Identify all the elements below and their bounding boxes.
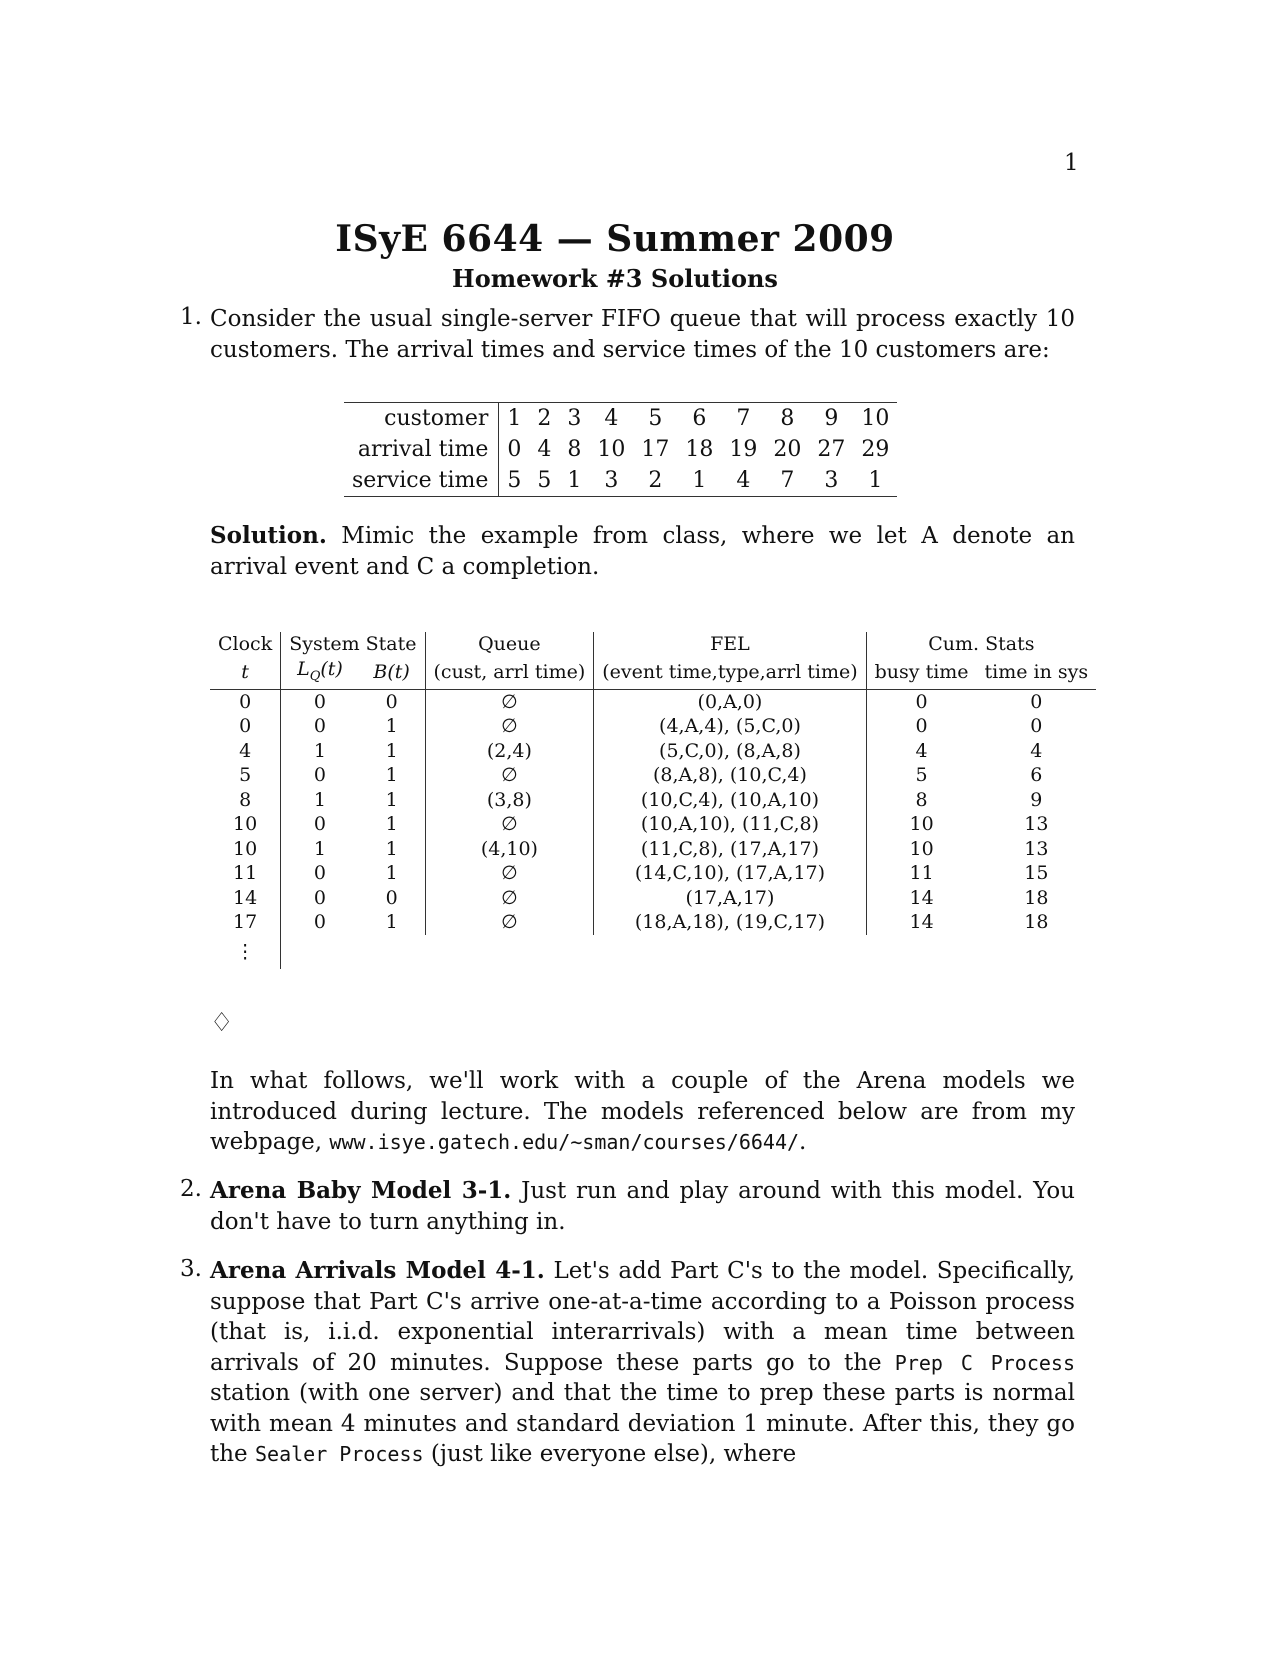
simulation-table-cell: 5	[915, 764, 928, 787]
problem-3-number: 3.	[180, 1256, 202, 1282]
simulation-table-cell: 6	[1030, 764, 1043, 787]
hdr-fel: FEL	[594, 632, 866, 657]
problem-3-text-b: station (with one server) and that the time to prep these parts is normal with mean 4 minutes and standard deviation 1 minute. After this, they go the	[210, 1380, 1075, 1467]
problem-2-text: Just run and play around with this model. You don't have to turn anything in.	[210, 1178, 1075, 1235]
customer-table-cell: 1	[499, 403, 530, 435]
customer-table-cell: 4	[537, 437, 552, 462]
problem-2-number: 2.	[180, 1176, 202, 1202]
simulation-table-cell: (10,C,4), (10,A,10)	[594, 788, 866, 813]
empty-cell	[425, 935, 594, 969]
simulation-table-cell: 0	[1030, 715, 1043, 738]
simulation-table-cell: 11	[909, 862, 934, 885]
simulation-table-cell: ∅	[425, 886, 594, 911]
simulation-table-cell: 18	[1024, 886, 1049, 909]
customer-table-cell: 7	[765, 465, 809, 497]
customer-table-cell: 8	[567, 437, 582, 462]
simulation-table-cell: 0	[313, 813, 326, 836]
customer-table-cell: 7	[721, 403, 765, 435]
simulation-table-cell: 1	[359, 763, 425, 788]
hdr-b-label: B(t)	[373, 661, 410, 684]
simulation-table-cell: ∅	[425, 714, 594, 739]
simulation-table-row	[210, 788, 1096, 813]
customer-table-cell: 10	[853, 403, 897, 435]
simulation-table-cell: 0	[915, 690, 928, 713]
prep-c-process-code: Prep C Process	[894, 1350, 1076, 1375]
simulation-table-cell: 0	[313, 690, 326, 713]
customer-table-cell: 27	[817, 437, 846, 462]
simulation-table-cell: 0	[313, 764, 326, 787]
simulation-table-cell: (4,A,4), (5,C,0)	[594, 714, 866, 739]
simulation-table-cell: 0	[1030, 690, 1043, 713]
simulation-table-cell: 0	[313, 715, 326, 738]
problem-3-text-a: Let's add Part C's to the model. Specifically, suppose that Part C's arrive one-at-a-time according to a Poisson process (that is, i.i.d. exponential interarrivals) with a mean time between arrivals of 20 minutes. Suppose these parts go to the	[210, 1258, 1076, 1376]
simulation-table-cell: 13	[1024, 837, 1049, 860]
simulation-table-cell: 4	[1030, 739, 1043, 762]
customer-table-cell: 2	[633, 465, 677, 497]
simulation-table-row	[210, 812, 1096, 837]
simulation-table-continuation-row	[210, 935, 1096, 969]
customer-table-row	[344, 434, 897, 465]
problem-2-paragraph	[210, 1176, 1075, 1237]
solution-paragraph	[210, 521, 1075, 582]
simulation-table-row	[210, 689, 1096, 714]
simulation-table-cell: 1	[359, 788, 425, 813]
hdr-cum-stats: Cum. Stats	[928, 633, 1035, 655]
hdr-clock: Clock	[210, 632, 281, 657]
simulation-table-row	[210, 910, 1096, 935]
simulation-table-cell: 0	[313, 862, 326, 885]
simulation-table-cell: 13	[1024, 813, 1049, 836]
customer-table-cell: 4	[589, 403, 633, 435]
simulation-table-cell: 1	[359, 812, 425, 837]
customer-table	[344, 402, 897, 497]
simulation-table-cell: 15	[1024, 862, 1049, 885]
intro-period: .	[799, 1129, 807, 1155]
hdr-system-state: System State	[281, 632, 425, 657]
customer-table-cell: 3	[559, 403, 589, 435]
hdr-t	[210, 657, 281, 690]
simulation-table-cell: 10	[909, 813, 934, 836]
solution-label: Solution.	[210, 522, 327, 549]
simulation-table-cell: 0	[313, 886, 326, 909]
intro-text: In what follows, we'll work with a couple of the Arena models we introduced during lecture. The models referenced below are from my webpage,	[210, 1068, 1075, 1155]
page-number: 1	[1064, 150, 1079, 176]
hdr-busy-time: busy time	[866, 657, 976, 690]
simulation-table-cell: (3,8)	[425, 788, 594, 813]
simulation-table-cell: 14	[210, 886, 281, 911]
customer-table-cell: 17	[641, 437, 670, 462]
hdr-lq	[281, 657, 359, 690]
simulation-table-row	[210, 861, 1096, 886]
empty-cell	[281, 935, 359, 969]
simulation-table-cell: 14	[909, 911, 934, 934]
simulation-table-cell: (8,A,8), (10,C,4)	[594, 763, 866, 788]
simulation-table-cell: (14,C,10), (17,A,17)	[594, 861, 866, 886]
simulation-table-cell: 1	[359, 861, 425, 886]
customer-table-cell: 6	[677, 403, 721, 435]
customer-table-row-label: arrival time	[344, 434, 499, 465]
problem-3-title: Arena Arrivals Model 4-1.	[210, 1257, 545, 1284]
customer-table-cell: 5	[633, 403, 677, 435]
simulation-table-cell: 17	[210, 910, 281, 935]
customer-table-cell: 20	[773, 437, 802, 462]
simulation-table-cell: ∅	[425, 763, 594, 788]
customer-table-cell: 8	[765, 403, 809, 435]
customer-table-cell: 1	[677, 465, 721, 497]
empty-cell	[977, 935, 1097, 969]
simulation-table	[210, 632, 1096, 969]
customer-table-cell: 3	[589, 465, 633, 497]
simulation-table-cell: 0	[359, 689, 425, 714]
hdr-lq-label: $L_Q(t)$	[297, 657, 343, 684]
customer-table-cell: 5	[499, 465, 530, 497]
customer-table-cell: 18	[685, 437, 714, 462]
problem-2-title: Arena Baby Model 3-1.	[210, 1177, 512, 1204]
simulation-table-cell: 0	[210, 714, 281, 739]
empty-cell	[359, 935, 425, 969]
simulation-table-cell: 1	[359, 837, 425, 862]
simulation-table-cell: (0,A,0)	[594, 689, 866, 714]
simulation-table-cell: 1	[359, 739, 425, 764]
customer-table-row	[344, 403, 897, 435]
solution-text: Mimic the example from class, where we let A denote an arrival event and C a completion.	[210, 523, 1075, 580]
simulation-table-cell: 10	[210, 812, 281, 837]
simulation-table-cell: 0	[359, 886, 425, 911]
lq-subscript: Q	[309, 668, 321, 684]
simulation-table-cell: 1	[359, 910, 425, 935]
simulation-table-cell: 0	[313, 911, 326, 934]
simulation-table-row	[210, 763, 1096, 788]
customer-table-row	[344, 465, 897, 497]
hdr-t-label: t	[241, 661, 249, 684]
customer-table-cell: 1	[853, 465, 897, 497]
simulation-table-cell: 1	[313, 837, 326, 860]
simulation-table-cell: 9	[1030, 788, 1043, 811]
problem-1-number: 1.	[180, 304, 202, 330]
simulation-table-cell: (17,A,17)	[594, 886, 866, 911]
simulation-table-cell: ∅	[425, 861, 594, 886]
hdr-queue-sub: (cust, arrl time)	[425, 657, 594, 690]
end-of-solution-mark: ♢	[210, 1008, 234, 1038]
simulation-table-cell: (4,10)	[425, 837, 594, 862]
course-url[interactable]: www.isye.gatech.edu/∼sman/courses/6644/	[329, 1130, 800, 1154]
hdr-b	[359, 657, 425, 690]
customer-table-cell: 19	[729, 437, 758, 462]
hdr-time-in-sys: time in sys	[977, 657, 1097, 690]
sealer-process-code: Sealer Process	[254, 1442, 424, 1466]
simulation-table-row	[210, 837, 1096, 862]
hdr-fel-sub: (event time,type,arrl time)	[594, 657, 866, 690]
customer-table-cell: 3	[809, 465, 853, 497]
simulation-table-cell: 4	[210, 739, 281, 764]
document-title: ISyE 6644 — Summer 2009	[335, 218, 895, 260]
simulation-table-cell: (18,A,18), (19,C,17)	[594, 910, 866, 935]
problem-3-text-c: (just like everyone else), where	[430, 1441, 797, 1467]
intro-paragraph	[210, 1066, 1075, 1158]
simulation-table-cell: 18	[1024, 911, 1049, 934]
simulation-table-cell: 0	[210, 689, 281, 714]
vdots: ⋮	[210, 935, 281, 969]
customer-table-row-label: service time	[344, 465, 499, 497]
simulation-table-cell: (11,C,8), (17,A,17)	[594, 837, 866, 862]
customer-table-cell: 0	[507, 437, 522, 462]
problem-1-text: Consider the usual single-server FIFO queue that will process exactly 10 customers. The arrival times and service times of the 10 customers are:	[210, 306, 1075, 363]
document-subtitle: Homework #3 Solutions	[452, 264, 778, 293]
simulation-table-cell: 8	[210, 788, 281, 813]
simulation-table-cell: 1	[359, 714, 425, 739]
simulation-table-cell: 4	[915, 739, 928, 762]
simulation-table-cell: (2,4)	[425, 739, 594, 764]
simulation-table-cell: ∅	[425, 689, 594, 714]
simulation-table-row	[210, 739, 1096, 764]
empty-cell	[866, 935, 976, 969]
simulation-table-cell: 5	[210, 763, 281, 788]
problem-3-paragraph	[210, 1256, 1075, 1470]
simulation-table-cell: (10,A,10), (11,C,8)	[594, 812, 866, 837]
customer-table-cell: 5	[529, 465, 559, 497]
simulation-table-cell: (5,C,0), (8,A,8)	[594, 739, 866, 764]
simulation-table-row	[210, 886, 1096, 911]
simulation-table-cell: 1	[313, 788, 326, 811]
customer-table-row-label: customer	[344, 403, 499, 435]
hdr-queue: Queue	[425, 632, 594, 657]
simulation-table-row	[210, 714, 1096, 739]
customer-table-cell: 29	[861, 437, 890, 462]
customer-table-cell: 2	[529, 403, 559, 435]
simulation-table-cell: 11	[210, 861, 281, 886]
simulation-table-cell: 1	[313, 739, 326, 762]
simulation-table-cell: ∅	[425, 910, 594, 935]
simulation-table-cell: ∅	[425, 812, 594, 837]
simulation-table-cell: 8	[915, 788, 928, 811]
customer-table-cell: 4	[721, 465, 765, 497]
simulation-table-cell: 10	[909, 837, 934, 860]
empty-cell	[594, 935, 866, 969]
customer-table-cell: 9	[809, 403, 853, 435]
simulation-table-cell: 10	[210, 837, 281, 862]
simulation-table-cell: 14	[909, 886, 934, 909]
simulation-table-cell: 0	[915, 715, 928, 738]
customer-table-cell: 10	[597, 437, 626, 462]
customer-table-cell: 1	[559, 465, 589, 497]
